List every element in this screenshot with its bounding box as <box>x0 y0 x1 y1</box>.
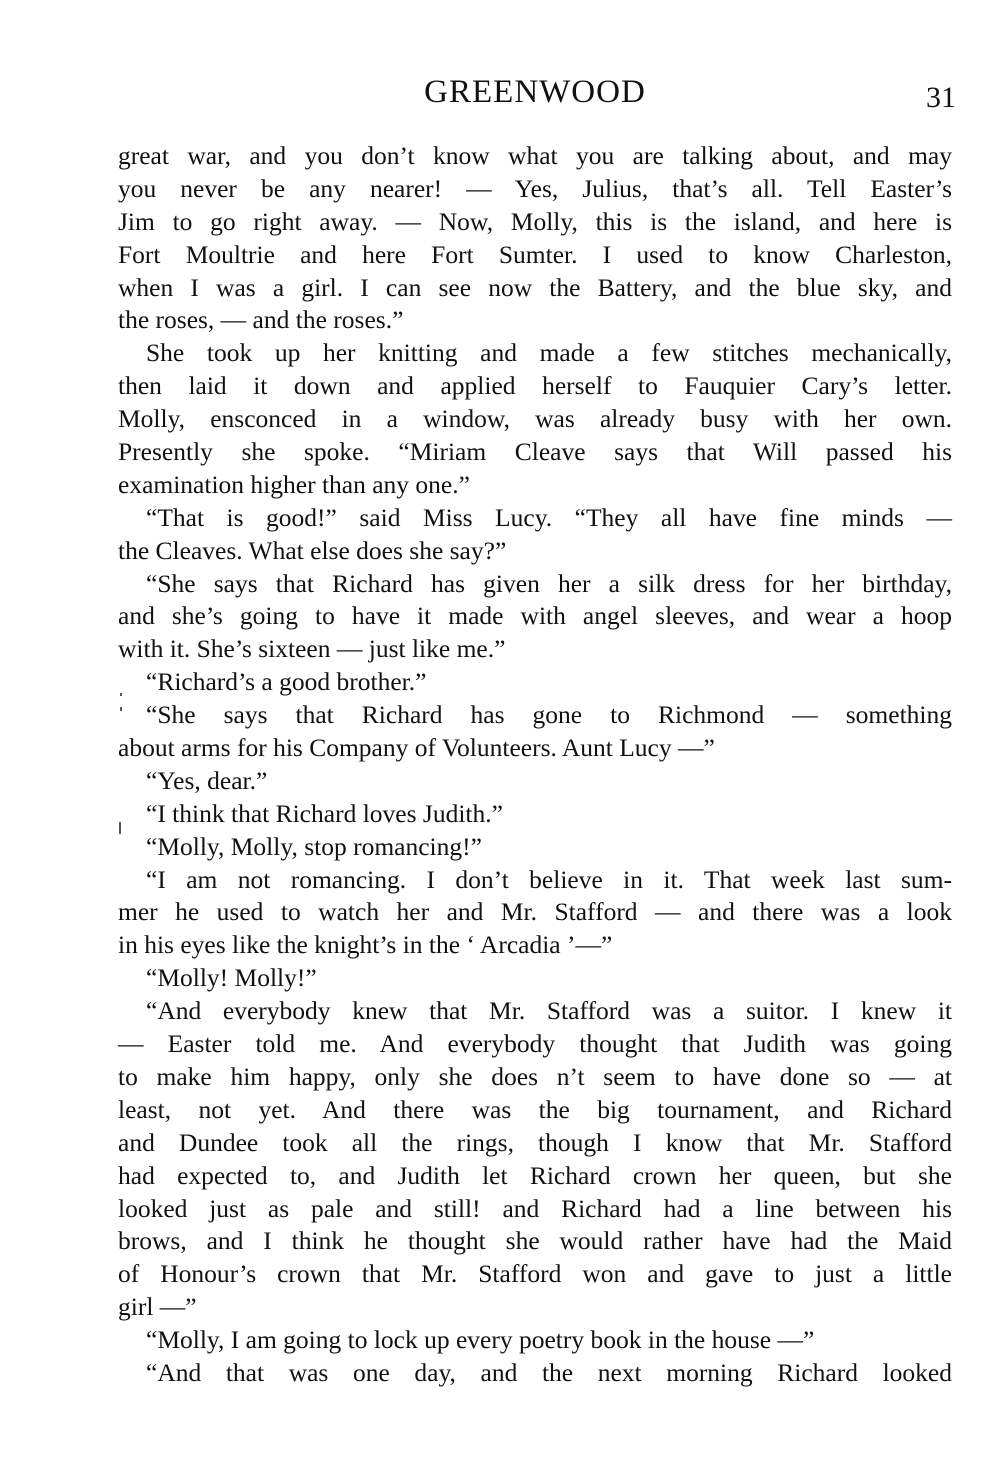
text-line: looked just as pale and still! and Richard had a line between his <box>118 1193 952 1223</box>
text-line: “And everybody knew that Mr. Stafford was a suitor. I knew it <box>146 996 952 1026</box>
text-line: and she’s going to have it made with angel sleeves, and wear a hoop <box>118 601 952 631</box>
page-number: 31 <box>926 81 956 114</box>
text-line: “I think that Richard loves Judith.” <box>146 798 503 828</box>
text-line: then laid it down and applied herself to Fauquier Cary’s letter. <box>118 371 952 401</box>
text-line: “She says that Richard has gone to Richmond — something <box>146 700 952 730</box>
text-line: you never be any nearer! — Yes, Julius, that’s all. Tell Easter’s <box>118 173 952 203</box>
text-line: “Molly! Molly!” <box>146 963 317 993</box>
text-line: “She says that Richard has given her a silk dress for her birthday, <box>146 568 952 598</box>
margin-mark <box>120 707 122 711</box>
text-line: Fort Moultrie and here Fort Sumter. I used to know Charleston, <box>118 239 952 269</box>
running-head <box>118 70 956 114</box>
text-line: to make him happy, only she does n’t seem to have done so — at <box>118 1061 952 1091</box>
text-line: of Honour’s crown that Mr. Stafford won and gave to just a little <box>118 1259 952 1289</box>
text-line: Presently she spoke. “Miriam Cleave says that Will passed his <box>118 437 952 467</box>
text-line: brows, and I think he thought she would rather have had the Maid <box>118 1226 952 1256</box>
text-line: — Easter told me. And everybody thought that Judith was going <box>118 1029 952 1059</box>
text-line: the roses, — and the roses.” <box>118 305 404 335</box>
text-line: examination higher than any one.” <box>118 469 470 499</box>
text-line: least, not yet. And there was the big tournament, and Richard <box>118 1094 952 1124</box>
text-line: Jim to go right away. — Now, Molly, this is the island, and here is <box>118 206 952 236</box>
margin-mark <box>119 822 121 834</box>
text-line: “Richard’s a good brother.” <box>146 667 427 697</box>
text-line: with it. She’s sixteen — just like me.” <box>118 634 506 664</box>
margin-mark <box>120 693 122 696</box>
text-line: when I was a girl. I can see now the Battery, and the blue sky, and <box>118 272 952 302</box>
text-line: “And that was one day, and the next morning Richard looked <box>146 1357 952 1387</box>
text-line: the Cleaves. What else does she say?” <box>118 535 507 565</box>
text-line: girl —” <box>118 1292 197 1322</box>
body-text <box>118 140 952 1390</box>
text-line: had expected to, and Judith let Richard crown her queen, but she <box>118 1160 952 1190</box>
text-line: Molly, ensconced in a window, was already busy with her own. <box>118 404 952 434</box>
text-line: “Molly, Molly, stop romancing!” <box>146 831 482 861</box>
text-line: about arms for his Company of Volunteers. Aunt Lucy —” <box>118 733 715 763</box>
running-title: GREENWOOD <box>424 74 646 110</box>
text-line: “Yes, dear.” <box>146 765 268 795</box>
text-line: great war, and you don’t know what you are talking about, and may <box>118 141 952 170</box>
text-line: She took up her knitting and made a few stitches mechanically, <box>146 338 952 368</box>
text-line: “I am not romancing. I don’t believe in it. That week last sum- <box>146 864 952 894</box>
text-line: “That is good!” said Miss Lucy. “They all have fine minds — <box>146 502 952 532</box>
text-line: and Dundee took all the rings, though I know that Mr. Stafford <box>118 1127 952 1157</box>
text-line: mer he used to watch her and Mr. Stafford — and there was a look <box>118 897 952 927</box>
text-line: in his eyes like the knight’s in the ‘ Arcadia ’—” <box>118 930 613 960</box>
text-line: “Molly, I am going to lock up every poetry book in the house —” <box>146 1325 815 1355</box>
